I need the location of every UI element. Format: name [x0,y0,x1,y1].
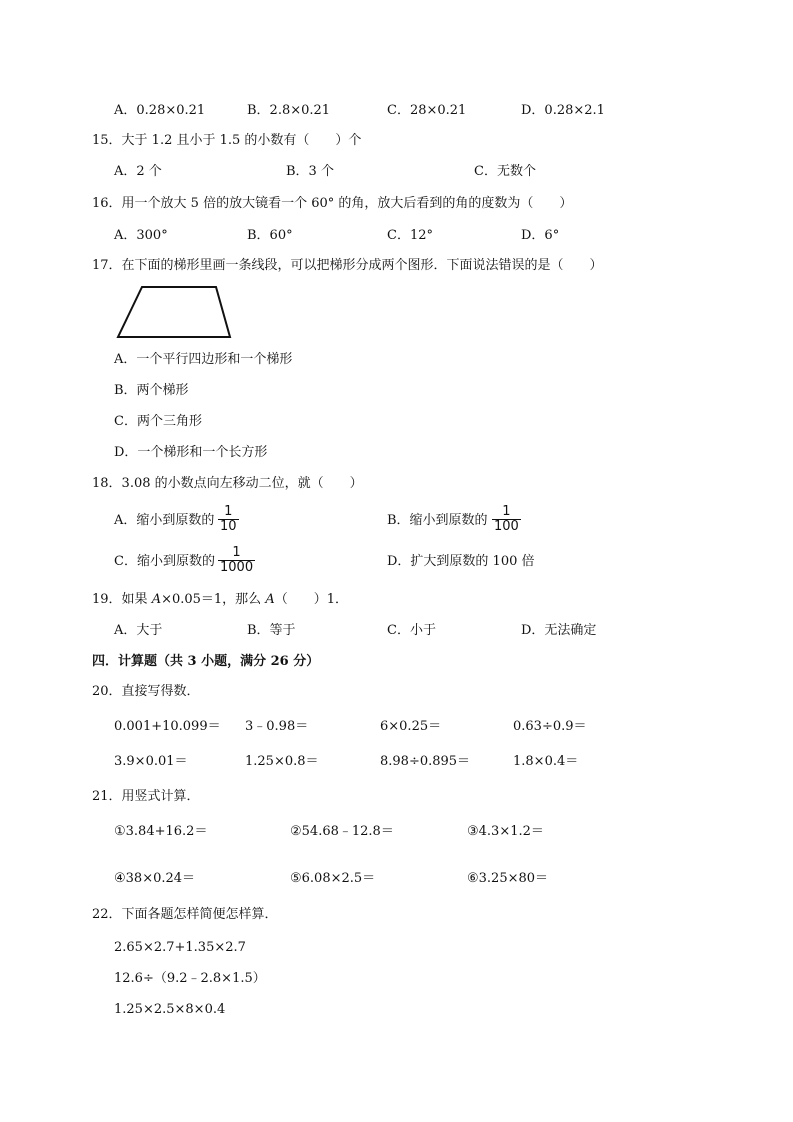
q20-item: 6×0.25＝ [380,719,442,734]
trapezoid-figure [114,284,234,340]
q15-stem: 15．大于 1.2 且小于 1.5 的小数有（ ）个 [92,133,362,148]
q15-option-c: C．无数个 [474,164,536,179]
section-heading: 四．计算题（共 3 小题，满分 26 分） [92,654,320,669]
q16-option-c: C．12° [387,228,433,243]
q22-stem: 22．下面各题怎样简便怎样算． [92,907,278,922]
q18-option-a-fraction [218,505,239,534]
q22-item: 1.25×2.5×8×0.4 [114,1002,226,1017]
q16-option-a: A．300° [114,228,168,243]
q16-option-b: B．60° [247,228,293,243]
fraction-numerator: 1 [232,545,241,560]
q19-variable: A [265,592,275,607]
q17-stem: 17．在下面的梯形里画一条线段，可以把梯形分成两个图形．下面说法错误的是（ ） [92,258,603,273]
q19-stem-part1: 19．如果 [92,592,152,607]
fraction-denominator: 1000 [220,560,254,575]
q14-option-c: C．28×0.21 [387,103,467,118]
q18-option-a-prefix: A．缩小到原数的 [114,513,215,528]
q17-option-c: C．两个三角形 [114,414,202,429]
q19-option-b: B．等于 [247,623,296,638]
fraction-numerator: 1 [224,504,233,519]
fraction-denominator: 10 [220,519,237,534]
q15-option-b: B．3 个 [286,164,334,179]
q17-option-a: A．一个平行四边形和一个梯形 [114,352,293,367]
q14-option-b: B．2.8×0.21 [247,103,331,118]
q20-item: 8.98÷0.895＝ [380,754,471,769]
q19-variable: A [151,592,162,607]
q21-item: ③4.3×1.2＝ [467,824,544,839]
q16-stem: 16．用一个放大 5 倍的放大镜看一个 60° 的角，放大后看到的角的度数为（ ） [92,196,573,211]
q19-stem-part3: （ ）1． [274,592,348,607]
q17-option-b: B．两个梯形 [114,383,189,398]
q21-item: ①3.84+16.2＝ [114,824,208,839]
q19-stem [92,592,348,608]
q18-option-b-prefix: B．缩小到原数的 [387,513,488,528]
q20-item: 3.9×0.01＝ [114,754,188,769]
q21-item: ④38×0.24＝ [114,871,196,886]
q20-item: 1.8×0.4＝ [513,754,579,769]
fraction-denominator: 100 [494,519,519,534]
q18-option-c-prefix: C．缩小到原数的 [114,554,215,569]
q18-option-c-fraction [218,546,255,575]
q21-item: ⑥3.25×80＝ [467,871,549,886]
q17-option-d: D．一个梯形和一个长方形 [114,445,268,460]
q22-item: 2.65×2.7+1.35×2.7 [114,940,246,955]
q19-stem-part2: ×0.05＝1，那么 [161,592,266,607]
q19-option-a: A．大于 [114,623,163,638]
q19-option-d: D．无法确定 [521,623,597,638]
q18-stem: 18．3.08 的小数点向左移动二位，就（ ） [92,476,363,491]
q21-item: ②54.68﹣12.8＝ [290,824,394,839]
q20-item: 3﹣0.98＝ [245,719,309,734]
q14-option-d: D．0.28×2.1 [521,103,605,118]
q20-item: 1.25×0.8＝ [245,754,319,769]
q22-item: 12.6÷（9.2﹣2.8×1.5） [114,971,266,986]
q20-stem: 20．直接写得数． [92,684,200,699]
q20-item: 0.63÷0.9＝ [513,719,587,734]
q18-option-b-fraction [492,505,521,534]
q20-item: 0.001+10.099＝ [114,719,221,734]
q15-option-a: A．2 个 [114,164,162,179]
q16-option-d: D．6° [521,228,560,243]
q14-option-a: A．0.28×0.21 [114,103,206,118]
q21-stem: 21．用竖式计算． [92,789,200,804]
q19-option-c: C．小于 [387,623,436,638]
fraction-numerator: 1 [502,504,511,519]
q18-option-d: D．扩大到原数的 100 倍 [387,554,535,569]
q21-item: ⑤6.08×2.5＝ [290,871,376,886]
